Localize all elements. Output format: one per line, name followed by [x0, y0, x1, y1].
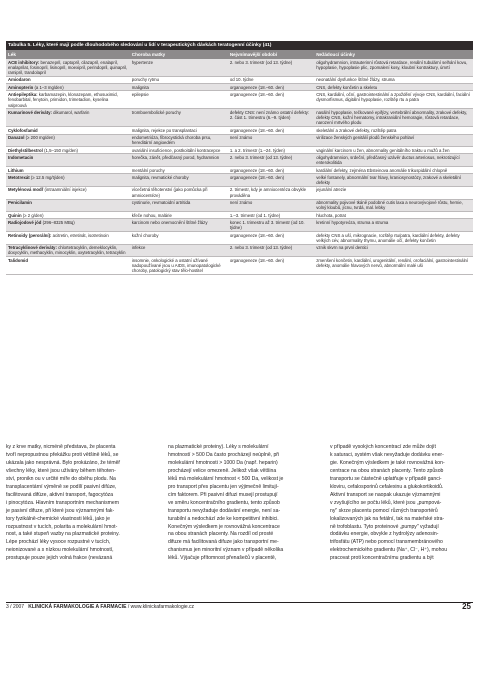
cell-disease: horečka, zánět, předčasný porod, hydramnion	[130, 154, 228, 167]
drug-detail: (≥ 2 g/den)	[21, 212, 44, 218]
body-text-line: lokalizovaných jak na fetální, tak na mateřské stra-	[330, 515, 445, 522]
cell-drug	[6, 84, 130, 91]
body-text-line: neionizované a s nízkou molekulární hmotností,	[6, 547, 114, 554]
drug-detail: acitretin, etretinát, isotretinoin	[51, 232, 109, 238]
cell-drug	[6, 147, 130, 154]
cell-drug	[6, 91, 130, 109]
cell-effects: kretinní hypotyreóza, struma a struma	[314, 219, 473, 232]
cell-disease: kožní choroby	[130, 232, 228, 245]
cell-drug	[6, 174, 130, 187]
cell-period: 2. nebo 3. trimestr (od 13. týdne)	[228, 59, 314, 76]
drug-name: ACE inhibitory:	[8, 59, 40, 65]
cell-effects: vznik skvrn na první dentici	[314, 244, 473, 257]
drug-detail: (≥ 200 mg/den)	[24, 135, 55, 141]
cell-drug	[6, 76, 130, 83]
body-text-line: difuze má facilitovaná difuze jako transportní me-	[168, 539, 279, 546]
header-disease: Choroba matky	[130, 50, 228, 59]
drug-detail: (≥ 12.5 mg/týden)	[29, 174, 65, 180]
body-text-line: léků má molekulární hmotnost < 500 Da, velikost je	[168, 475, 284, 482]
drug-name: Tetracyklinové deriváty:	[8, 245, 57, 251]
body-text-line: facilitovaná difúze, aktivní transport, fagocytóza	[6, 491, 114, 498]
cell-drug	[6, 154, 130, 167]
cell-period: od 10. týdne	[228, 76, 314, 83]
body-text-line: je pasivní difuze, při které jsou významnými fak-	[6, 507, 115, 514]
table-row	[6, 154, 473, 167]
cell-disease: hypertenze	[130, 59, 228, 76]
cell-disease: cystinurie, revmatoidní artritida	[130, 199, 228, 212]
cell-period: 2. nebo 3. trimestr (od 13. týdne)	[228, 244, 314, 257]
body-text-line: prostupuje pouze jejich volná frakce (nevázaná	[6, 555, 113, 562]
drug-name: Retinoidy (perorální):	[8, 232, 52, 238]
body-text-line: ve směru koncentračního gradientu, tento způsob	[168, 499, 280, 506]
table-row	[6, 219, 473, 232]
drug-detail: (296–8325 MBq)	[41, 219, 75, 225]
body-text-line: cím faktorem. Při pasivní difuzi musejí prostupují	[168, 491, 278, 498]
body-text-line: ny" skrze placentu pomocí různých transportérů	[330, 507, 438, 514]
body-text-line: na plazmatické proteiny). Léky s molekulární	[168, 444, 269, 450]
drug-detail: (1,5–150 mg/den)	[42, 147, 78, 153]
cell-drug	[6, 134, 130, 147]
body-text-line: molekulární hmotnosti > 1000 Da (např. heparin)	[168, 459, 278, 466]
body-text-line: všechny léky, které jsou užívány během těhoten-	[6, 467, 116, 474]
cell-effects: CNS, defekty končetin a skeletu	[314, 84, 473, 91]
cell-period: organogeneze (18.–60. den)	[228, 91, 314, 109]
cell-disease: epilepsie	[130, 91, 228, 109]
drug-name: Quinin	[8, 212, 22, 218]
body-text-line: na obou stranách placenty. Na rozdíl od prosté	[168, 531, 274, 538]
cell-effects: abnormality pojivové tkáně podobné cutis laxa a neurovývojové růstu, hernie, volný kloubů, jícnu, tvrdá, mal. lebky	[314, 199, 473, 212]
cell-effects: jejunální atrezie	[314, 186, 473, 199]
drug-detail: chlortetracyklin, demeklocyklin, doxycyklin, methacyklin, minocyklin, oxytetracyklin, tetracyklin	[8, 245, 126, 256]
header-period: Nejvnímavější období	[228, 50, 314, 59]
drug-name: Lithium	[8, 167, 24, 173]
body-text-line: tory fyzikálně-chemické vlastnosti léků, jako je	[6, 515, 110, 522]
table-row	[6, 232, 473, 245]
page-number: 25	[462, 602, 471, 611]
body-text-line: Konečným výsledkem je rovnovážná koncentrace	[168, 523, 280, 530]
cell-effects: CNS, kardiální, oční, gastrointestinální a zpoždění vývoje CNS, kardiální, faciální dysmorfismus, digitální hypoplasie, rozštěp rtu a patra	[314, 91, 473, 109]
body-text-line: hmotností > 500 Da často procházejí neúplně, při	[168, 451, 280, 458]
drug-table	[6, 41, 473, 275]
drug-detail: (a 1–3 mg/den)	[33, 84, 64, 90]
body-text-line: rozpustnost v tucích, polarita a molekulární hmot-	[6, 523, 118, 530]
table-header-row	[6, 50, 473, 59]
body-text-line: procházejí velice omezeně. Jelikož však většina	[168, 467, 277, 474]
drug-name: Amiodaron	[8, 77, 31, 83]
cell-effects: neonatální dysfunkce štítné žlázy, struma	[314, 76, 473, 83]
cell-effects: defekty CNS a uší, mikrognacie, rozštěp rtu/patra, kardiální defekty, defekty velkých cév, abnormality thymu, anomálie očí, defekty končetin	[314, 232, 473, 245]
drug-detail: karbamazepin, klonazepam, ethosuximid, fenobarbital, fenytoin, primidon, trimetadion, kyselina valproová	[8, 91, 118, 108]
cell-disease: infekce	[130, 244, 228, 257]
table-row	[6, 186, 473, 199]
cell-effects: oligohydramnion, intrauterinní růstová retardace, renální tubulární selhání kovu, hypoplasie, hypoplasie plic, zpomalení kosy, kloubní kontraktury, úmrtí	[314, 59, 473, 76]
body-text-line: transplacentární výměně se podílí pasivní difúze,	[6, 483, 117, 490]
cell-disease: vícečetná těhotenství (jako pomůcka při amniocentéze)	[130, 186, 228, 199]
body-text-line: tvoří nepropustnou překážku proti většině léků, se	[6, 451, 119, 458]
table-row	[6, 212, 473, 219]
drug-name: Cyklofosfamid	[8, 127, 38, 133]
body-text-line: Aktivní transport se naopak ukazuje významnými	[330, 491, 441, 498]
header-drug: Lék	[6, 50, 130, 59]
table-row	[6, 174, 473, 187]
cell-period: organogeneze (18.–60. den)	[228, 257, 314, 275]
table-row	[6, 127, 473, 134]
body-text-line: elektrochemického gradientu (Na⁺, Cl⁻, H⁺), mohou	[330, 547, 448, 554]
cell-drug	[6, 232, 130, 245]
table-row	[6, 257, 473, 275]
cell-drug	[6, 199, 130, 212]
cell-disease: poruchy rytmu	[130, 76, 228, 83]
cell-disease: endometrióza, fibrocystická choroba prsu, hereditární angioedém	[130, 134, 228, 147]
cell-effects: velké fontanely, abnormální tvar hlavy, kraniosynostózy, zrakové a skeletální defekty	[314, 174, 473, 187]
cell-period: není známo	[228, 199, 314, 212]
header-effects: Nežádoucí účinky	[314, 50, 473, 59]
table-row	[6, 59, 473, 76]
cell-period: 2. trimestr, kdy je amniocentéza obvykle prováděna	[228, 186, 314, 199]
issue-number: 3 / 2007	[6, 604, 25, 610]
drug-name: Antiepileptika:	[8, 91, 38, 97]
cell-drug	[6, 167, 130, 174]
drug-name: Metotrexát	[8, 174, 30, 180]
cell-period: organogeneze (18.–60. den)	[228, 174, 314, 187]
body-text-line: i pinocytóza. Hlavním transportním mechanismem	[6, 499, 119, 506]
body-text-line: kloviru, cefalosporinů cefalexinu a glukokortikoidů.	[330, 483, 444, 490]
cell-drug	[6, 59, 130, 76]
body-text-line: k saturaci, systém však nevyžaduje dodávku ener-	[330, 451, 444, 458]
body-column-3	[330, 444, 470, 563]
drug-name: Penicilamin	[8, 200, 32, 206]
cell-disease: křeče nohou, malárie	[130, 212, 228, 219]
cell-period: 2. nebo 3. trimestr (od 13. týdne)	[228, 154, 314, 167]
cell-period: organogeneze (18.–60. den)	[228, 167, 314, 174]
body-text-line: v zvyšujícího se počtu léků, které jsou „pumpová-	[330, 499, 442, 506]
cell-disease: tromboembolické poruchy	[130, 109, 228, 127]
cell-effects: kardiální defekty, zejména Ebsteinova anomálie trikuspidální chlopně	[314, 167, 473, 174]
drug-name: Metylénová modř	[8, 187, 44, 193]
body-text-line: turabilní a nedochází zde ke kompetitivní inhibici.	[168, 515, 279, 522]
cell-effects: skeletální a zrakové defekty, rozštěp patra	[314, 127, 473, 134]
body-text-line: ukázala jako nesprávná. Bylo prokázáno, že téměř	[6, 459, 121, 466]
drug-name: Indometacin	[8, 154, 34, 160]
drug-detail: benazepril, captopril, cilazapril, enalapril, enalaprilat, fosinopril, lisinopril, moexipril, perindopril, quinapril, ramipril, trandolapril	[8, 59, 128, 76]
footer-separator: /	[127, 604, 130, 610]
cell-disease: mentální poruchy	[130, 167, 228, 174]
body-text-line: ky z krve matky, nicméně představa, že placenta	[6, 444, 116, 450]
body-text-line: transportu nevyžaduje dodávání energie, není sa-	[168, 507, 281, 514]
drug-name: Talidomid	[8, 257, 28, 263]
cell-disease: karcinom nebo onemocnění štítné žlázy	[130, 219, 228, 232]
cell-period: organogeneze (18.–60. den)	[228, 84, 314, 91]
cell-drug	[6, 109, 130, 127]
body-text-line: dodávku energie, obvykle z hydrolýzy adenosin-	[330, 531, 439, 538]
journal-name: KLINICKÁ FARMAKOLOGIE A FARMACIE	[28, 604, 127, 610]
body-text-line: v případě vysokých koncentrací zde může dojít	[330, 444, 436, 450]
cell-drug	[6, 257, 130, 275]
cell-period: 1. a 2. trimestr (1.–24. týden)	[228, 147, 314, 154]
cell-drug	[6, 186, 130, 199]
journal-url[interactable]: www.klinickafarmakologie.cz	[130, 604, 195, 610]
cell-effects: nasální hypoplasie, tečkované epifýzy, vertebrální abnormality, zrakové defekty, defekty CNS, kožní hematomy, intrakraniální hemoragie, růstová retardace, narození mrtvého plodu	[314, 109, 473, 127]
cell-disease: ovariální insuficience, postkoitální kontracepce	[130, 147, 228, 154]
drug-name: Kumarinové deriváty:	[8, 109, 52, 115]
footer-divider	[6, 602, 473, 603]
body-text-line: pracovat proti koncentračnímu gradientu a být	[330, 555, 434, 562]
body-column-1	[6, 444, 146, 563]
table-row	[6, 199, 473, 212]
cell-period: konec 1. trimestru až 3. trimestr (od 10. týdne)	[228, 219, 314, 232]
body-text-line: gie. Konečným výsledkem je také rovnovážná kon-	[330, 459, 445, 466]
table-row	[6, 76, 473, 83]
cell-disease: malignita, revmatické choroby	[130, 174, 228, 187]
body-text-line: pro transport přes placentu jen výjimečně limitují-	[168, 483, 279, 490]
cell-effects: virilizace ženských genitálií plodů ženského pohlaví	[314, 134, 473, 147]
table-row	[6, 147, 473, 154]
body-text-line: centrace na obou stranách placenty. Tento způsob	[330, 467, 444, 474]
body-column-2	[168, 444, 308, 563]
cell-period: 1.–3. trimestr (od 1. týdne)	[228, 212, 314, 219]
body-text-line: ství, pronikn ou v určité míře do oběhu plodu. Na	[6, 475, 116, 482]
table-row	[6, 109, 473, 127]
body-text-line: léků. Výjačuje přítomnost přenašečů v placentě,	[168, 555, 277, 562]
body-text-line: chanismus jen minoritní význam v případě několika	[168, 547, 284, 554]
cell-drug	[6, 244, 130, 257]
cell-period: defekty CNS: není známo ostatní defekty: 2. část 1. trimestru (6.–9. týden)	[228, 109, 314, 127]
cell-effects: oligohydramnion, srdeční, předčasný uzávěr ductus arteriosus, nekrotizující enterokolitida	[314, 154, 473, 167]
cell-effects: hluchota, potrat	[314, 212, 473, 219]
cell-effects: vaginální karcinom u žen, abnormality genitálního traktu u mužů a žen	[314, 147, 473, 154]
footer	[6, 604, 194, 610]
drug-name: Aminopterin	[8, 84, 34, 90]
body-text-line: ně trofoblastu. Tyto proteinové „pumpy" vyžadují	[330, 523, 439, 530]
table-title: Tabulka 5. Léky, které mají podle dlouhodobého sledování u lidí v terapeutických dávkách teratogenní účinky (41)	[6, 41, 473, 50]
cell-disease: malignita, rejekce po transplantaci	[130, 127, 228, 134]
drug-name: Danazol	[8, 135, 25, 141]
drug-name: Diethylstilbestrol	[8, 147, 43, 153]
table-row	[6, 91, 473, 109]
cell-drug	[6, 127, 130, 134]
cell-period: organogeneze (18.–60. den)	[228, 127, 314, 134]
table-row	[6, 244, 473, 257]
cell-drug	[6, 212, 130, 219]
table-row	[6, 84, 473, 91]
cell-drug	[6, 219, 130, 232]
body-text-line: Lépe prochází léky vysoce rozpustné v tucích,	[6, 539, 111, 546]
drug-name: Radiojodové jód	[8, 219, 42, 225]
body-text-line: transportu se částečně uplatňuje v případě ganci-	[330, 475, 442, 482]
body-text-line: nost, a také stupeň vazby na plazmatické proteiny.	[6, 531, 120, 538]
cell-disease: malignita	[130, 84, 228, 91]
cell-disease: insomnie, onkologické a ostatní užívané nadopoužívané jsou u AIDS, imunopatologické choroby, patologický stav tělo-hostitel	[130, 257, 228, 275]
drug-detail: (intraamniální injekce)	[43, 187, 87, 193]
table-row	[6, 134, 473, 147]
cell-effects: zmenšení končetin, kardiální, urogenitální, renální, orofaciální, gastrointestinální defekty, anomálie hlavových nervů, abnormální malé uši	[314, 257, 473, 275]
body-text-line: trifosfátu (ATP) nebo pomocí transmembránového	[330, 539, 443, 546]
table-row	[6, 167, 473, 174]
cell-period: není známo	[228, 134, 314, 147]
drug-detail: dikumarol, warfarin	[51, 109, 90, 115]
cell-period: organogeneze (18.–60. den)	[228, 232, 314, 245]
